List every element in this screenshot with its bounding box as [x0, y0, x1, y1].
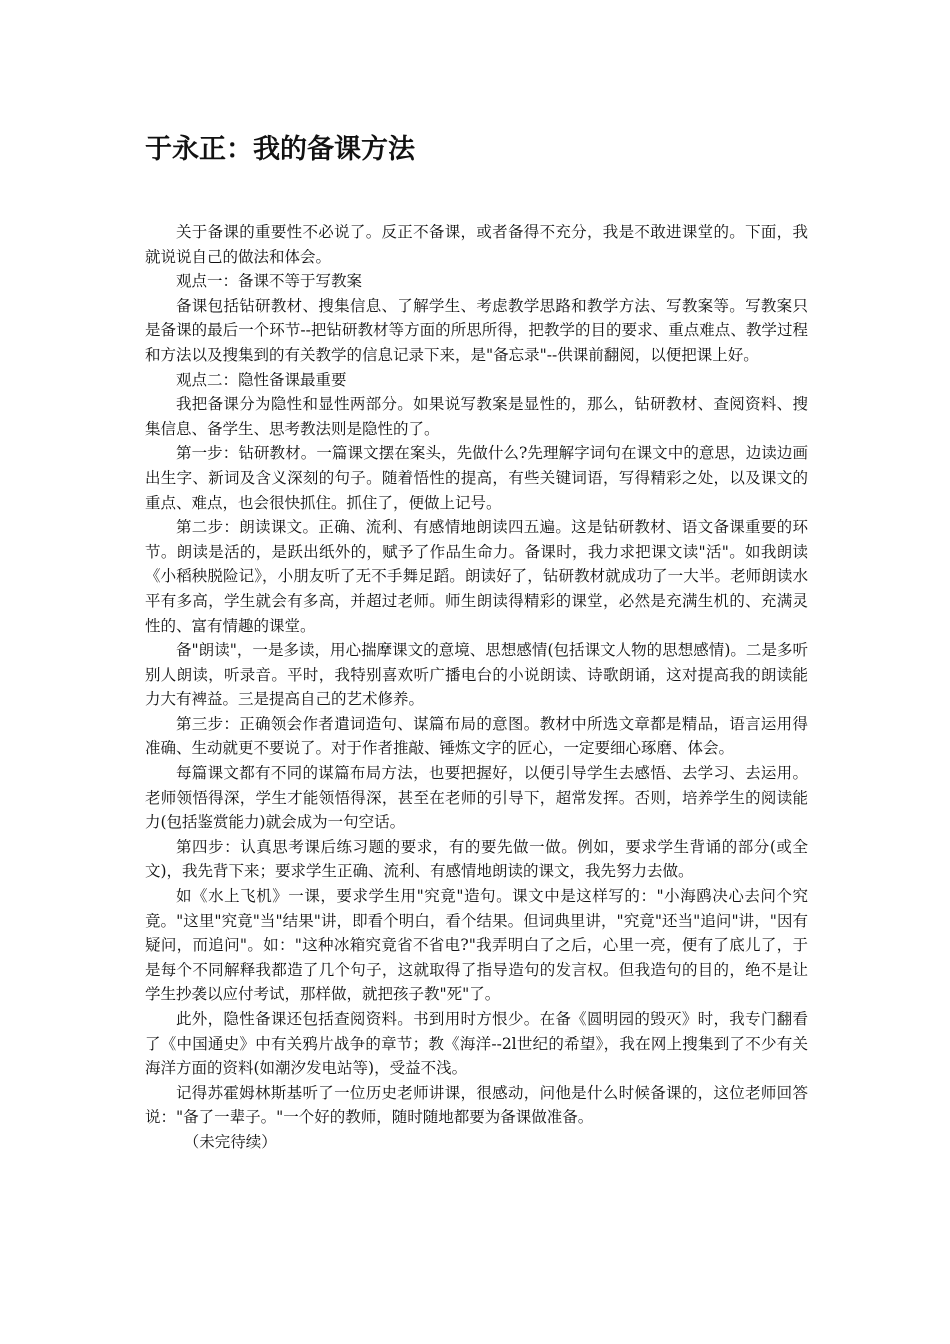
to-be-continued-note: （未完待续） [183, 1132, 277, 1151]
document-page [145, 130, 808, 1155]
paragraph: 备课包括钻研教材、搜集信息、了解学生、考虑教学思路和教学方法、写教案等。写教案只是备课的最后一个环节--把钻研教材等方面的所思所得，把教学的目的要求、重点难点、教学过程和方法以及搜集到的有关教学的信息记录下来，是"备忘录"--供课前翻阅，以便把课上好。 [145, 296, 808, 364]
paragraph-step-one: 第一步：钻研教材。一篇课文摆在案头，先做什么?先理解字词句在课文中的意思，边读边画出生字、新词及含义深刻的句子。随着悟性的提高，有些关键词语，写得精彩之处，以及课文的重点、难点，也会很快抓住。抓住了，便做上记号。 [145, 444, 808, 512]
paragraph: 每篇课文都有不同的谋篇布局方法，也要把握好，以便引导学生去感悟、去学习、去运用。老师领悟得深，学生才能领悟得深，甚至在老师的引导下，超常发挥。否则，培养学生的阅读能力(包括鉴赏能力)就会成为一句空话。 [145, 764, 808, 832]
document-body [145, 220, 808, 1155]
paragraph: 如《水上飞机》一课，要求学生用"究竟"造句。课文中是这样写的："小海鸥决心去问个究竟。"这里"究竟"当"结果"讲，即看个明白，看个结果。但词典里讲，"究竟"还当"追问"讲，"因有疑问，而追问"。如："这种冰箱究竟省不省电?"我弄明白了之后，心里一亮，便有了底儿了，于是每个不同解释我都造了几个句子，这就取得了指导造句的发言权。但我造句的目的，绝不是让学生抄袭以应付考试，那样做，就把孩子教"死"了。 [145, 887, 808, 1004]
document-title: 于永正：我的备课方法 [145, 134, 415, 165]
paragraph-step-two: 第二步：朗读课文。正确、流利、有感情地朗读四五遍。这是钻研教材、语文备课重要的环节。朗读是活的，是跃出纸外的，赋予了作品生命力。备课时，我力求把课文读"活"。如我朗读《小稻秧脱险记》，小朋友听了无不手舞足蹈。朗读好了，钻研教材就成功了一大半。老师朗读水平有多高，学生就会有多高，并超过老师。师生朗读得精彩的课堂，必然是充满生机的、充满灵性的、富有情趣的课堂。 [145, 518, 808, 635]
paragraph-intro: 关于备课的重要性不必说了。反正不备课，或者备得不充分，我是不敢进课堂的。下面，我就说说自己的做法和体会。 [145, 223, 808, 266]
paragraph-step-four: 第四步：认真思考课后练习题的要求，有的要先做一做。例如，要求学生背诵的部分(或全文)，我先背下来；要求学生正确、流利、有感情地朗读的课文，我先努力去做。 [145, 837, 808, 881]
paragraph: 备"朗读"，一是多读，用心揣摩课文的意境、思想感情(包括课文人物的思想感情)。二是多听别人朗读，听录音。平时，我特别喜欢听广播电台的小说朗读、诗歌朗诵，这对提高我的朗读能力大有裨益。三是提高自己的艺术修养。 [145, 641, 808, 709]
paragraph: 此外，隐性备课还包括查阅资料。书到用时方恨少。在备《圆明园的毁灭》时，我专门翻看了《中国通史》中有关鸦片战争的章节；教《海洋--2l世纪的希望》，我在网上搜集到了不少有关海洋方面的资料(如潮汐发电站等)，受益不浅。 [145, 1010, 808, 1078]
paragraph-step-three: 第三步：正确领会作者遣词造句、谋篇布局的意图。教材中所选文章都是精品，语言运用得准确、生动就更不要说了。对于作者推敲、锤炼文字的匠心，一定要细心琢磨、体会。 [145, 714, 808, 758]
paragraph: 记得苏霍姆林斯基听了一位历史老师讲课，很感动，问他是什么时候备课的，这位老师回答说："备了一辈子。"一个好的教师，随时随地都要为备课做准备。 [145, 1083, 808, 1127]
paragraph-heading-point-two: 观点二：隐性备课最重要 [176, 370, 347, 389]
paragraph: 我把备课分为隐性和显性两部分。如果说写教案是显性的，那么，钻研教材、查阅资料、搜集信息、备学生、思考教法则是隐性的了。 [145, 395, 808, 438]
paragraph-heading-point-one: 观点一：备课不等于写教案 [176, 272, 363, 291]
